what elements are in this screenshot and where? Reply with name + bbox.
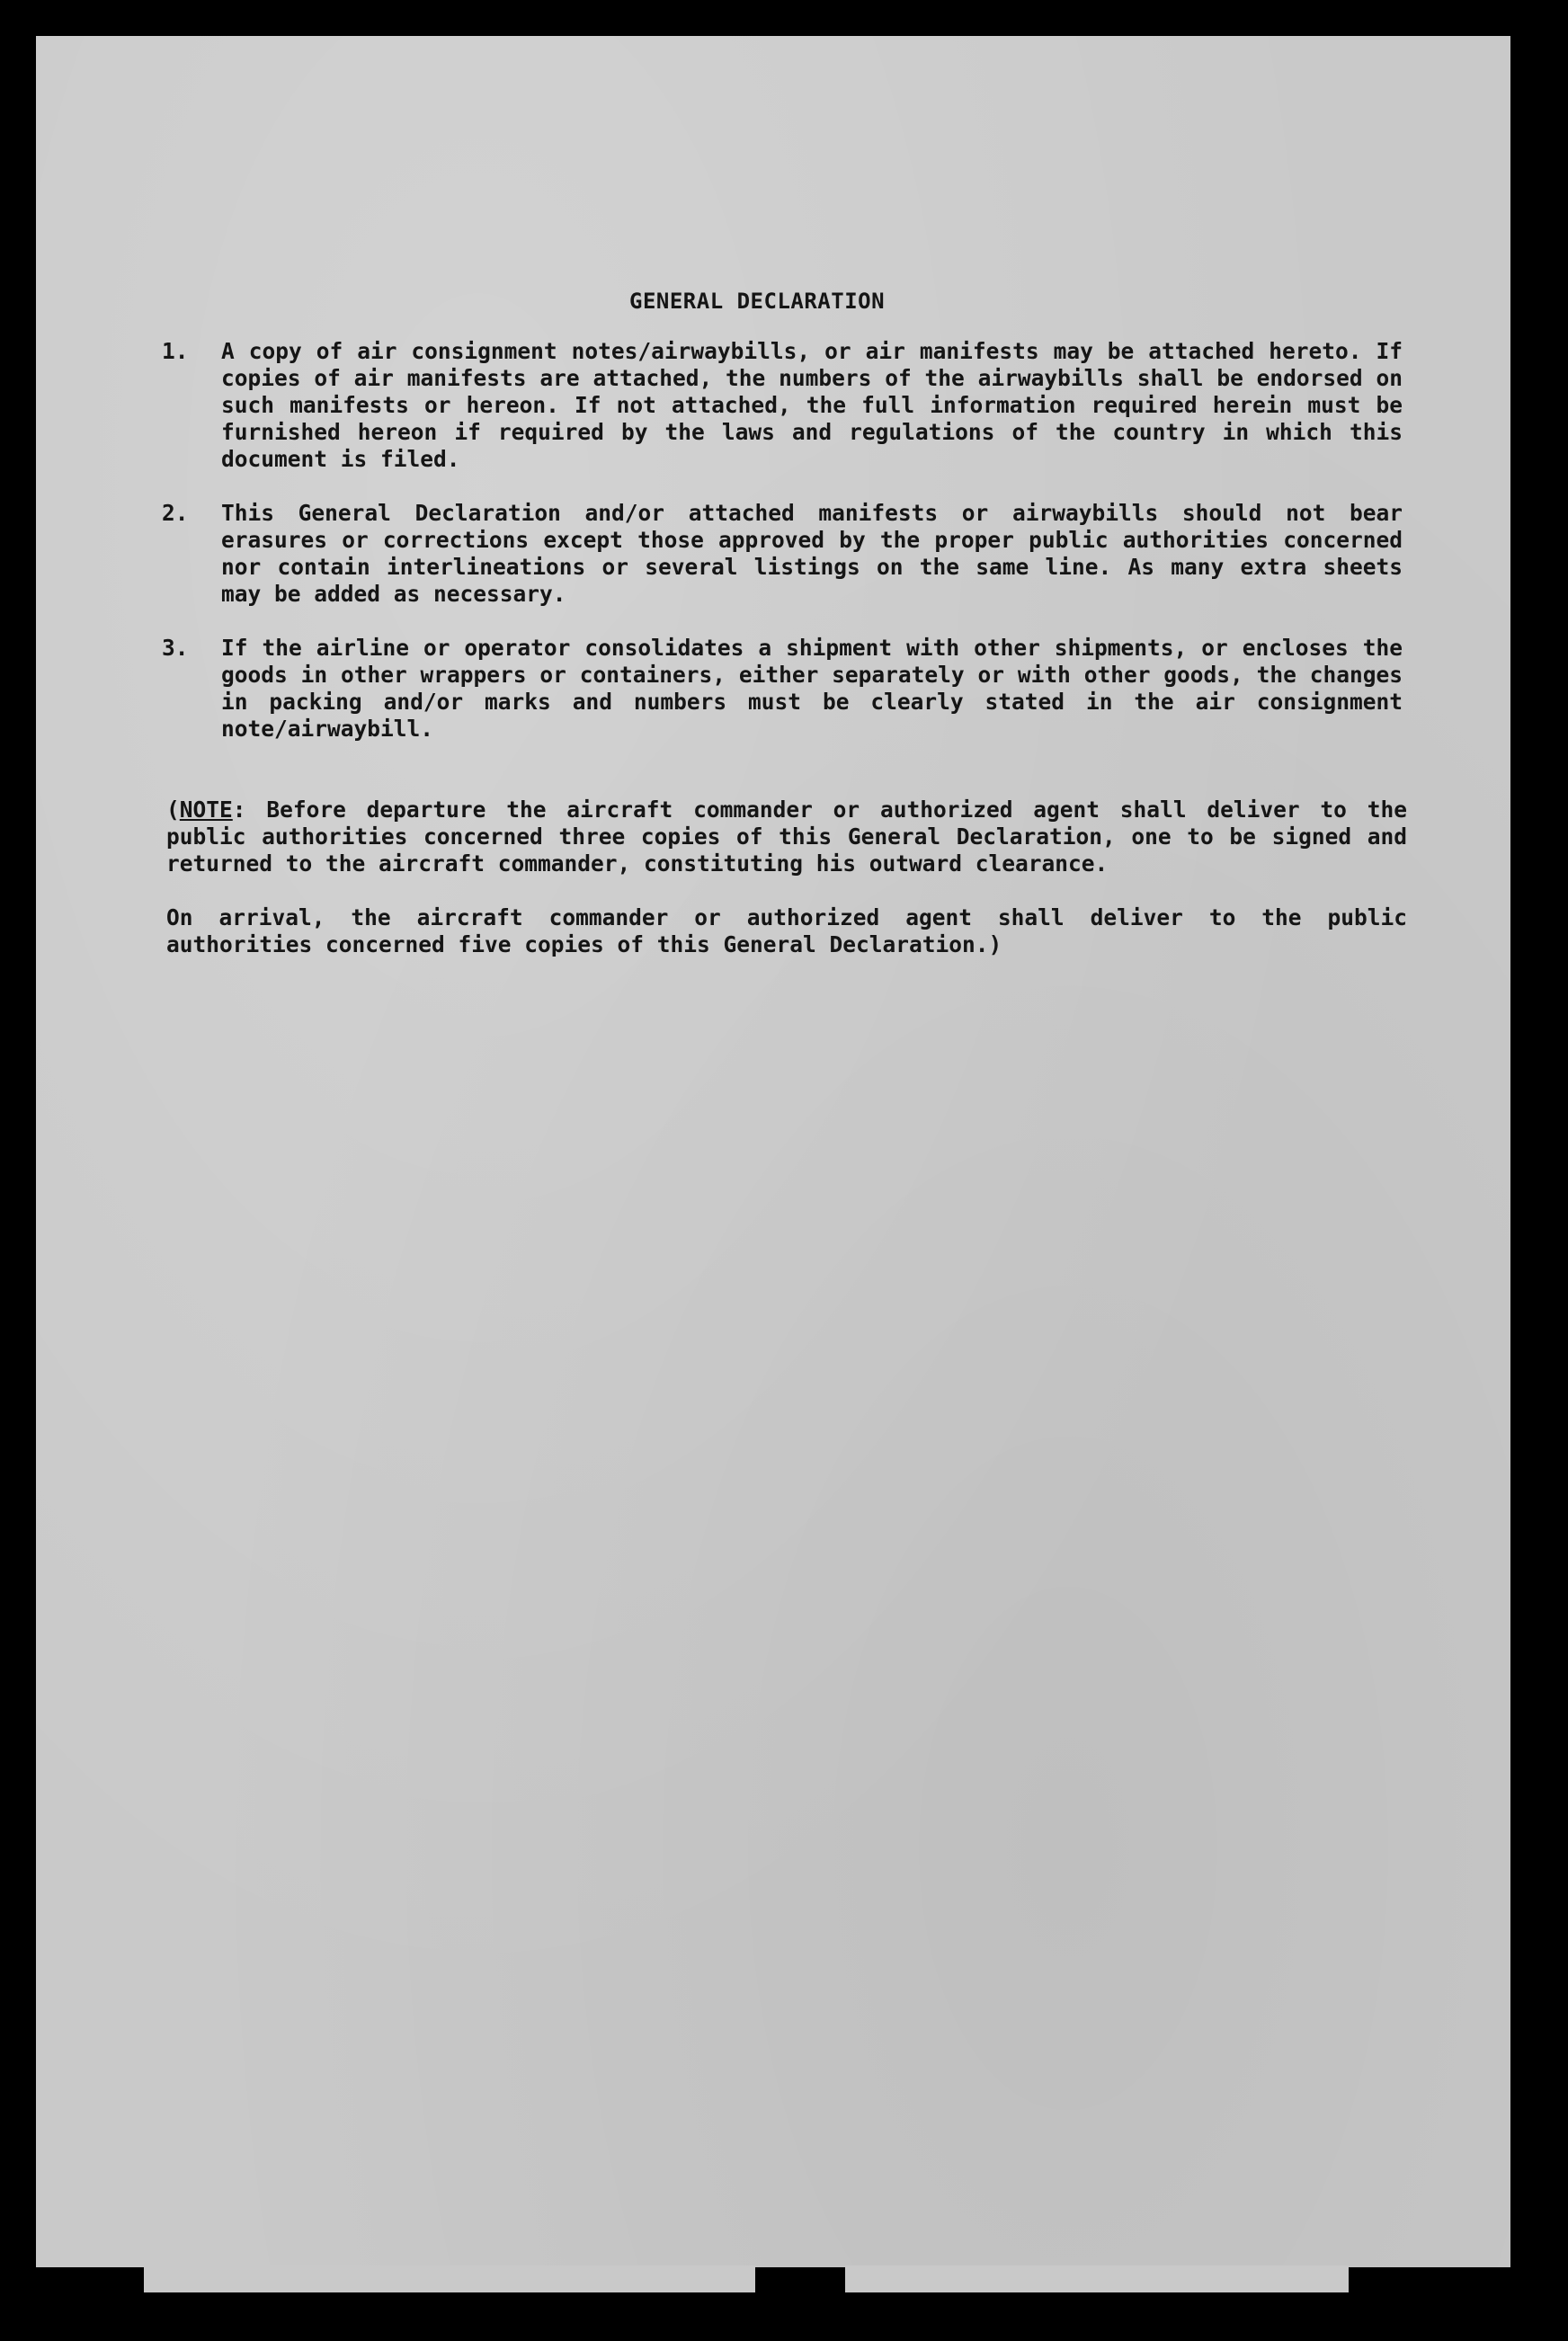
list-item-text: If the airline or operator consolidates a shipment with other shipments, or encloses the goods in other wrappers or containers, either separately or with other goods, the changes in packing and/or marks and numbers must be clearly stated in the air consignment note/airwaybill. [221,635,1403,742]
scan-bottom-edge [36,2267,1510,2301]
note-text: : Before departure the aircraft commander or authorized agent shall deliver to the public authorities concerned three copies of this General Declaration, one to be signed and returned to the aircraft commander, constituting his outward clearance. [166,797,1407,877]
note-open-paren: ( [166,797,180,823]
list-item-text: This General Declaration and/or attached manifests or airwaybills should not bear erasures or corrections except those approved by the proper public authorities concerned nor contain interlineations or several listings on the same line. As many extra sheets may be added as necessary. [221,500,1403,607]
list-item-3 [162,635,1403,743]
document-title: GENERAL DECLARATION [629,289,886,314]
scan-edge-gap [144,2265,755,2292]
note-paragraph [166,797,1407,877]
document-page [36,36,1510,2301]
scan-edge-gap [845,2265,1349,2292]
list-item-2 [162,500,1403,608]
arrival-paragraph: On arrival, the aircraft commander or authorized agent shall deliver to the public authorities concerned five copies of this General Declaration.) [166,904,1407,957]
list-item-number: 1. [162,338,189,364]
list-item-text: A copy of air consignment notes/airwaybills, or air manifests may be attached hereto. If copies of air manifests are attached, the numbers of the airwaybills shall be endorsed on such manifests or hereon. If not attached, the full information required herein must be furnished hereon if required by the laws and regulations of the country in which this document is filed. [221,338,1403,472]
list-item-number: 3. [162,635,189,661]
list-item-1 [162,338,1403,473]
list-item-number: 2. [162,500,189,526]
note-label: NOTE [179,797,233,823]
